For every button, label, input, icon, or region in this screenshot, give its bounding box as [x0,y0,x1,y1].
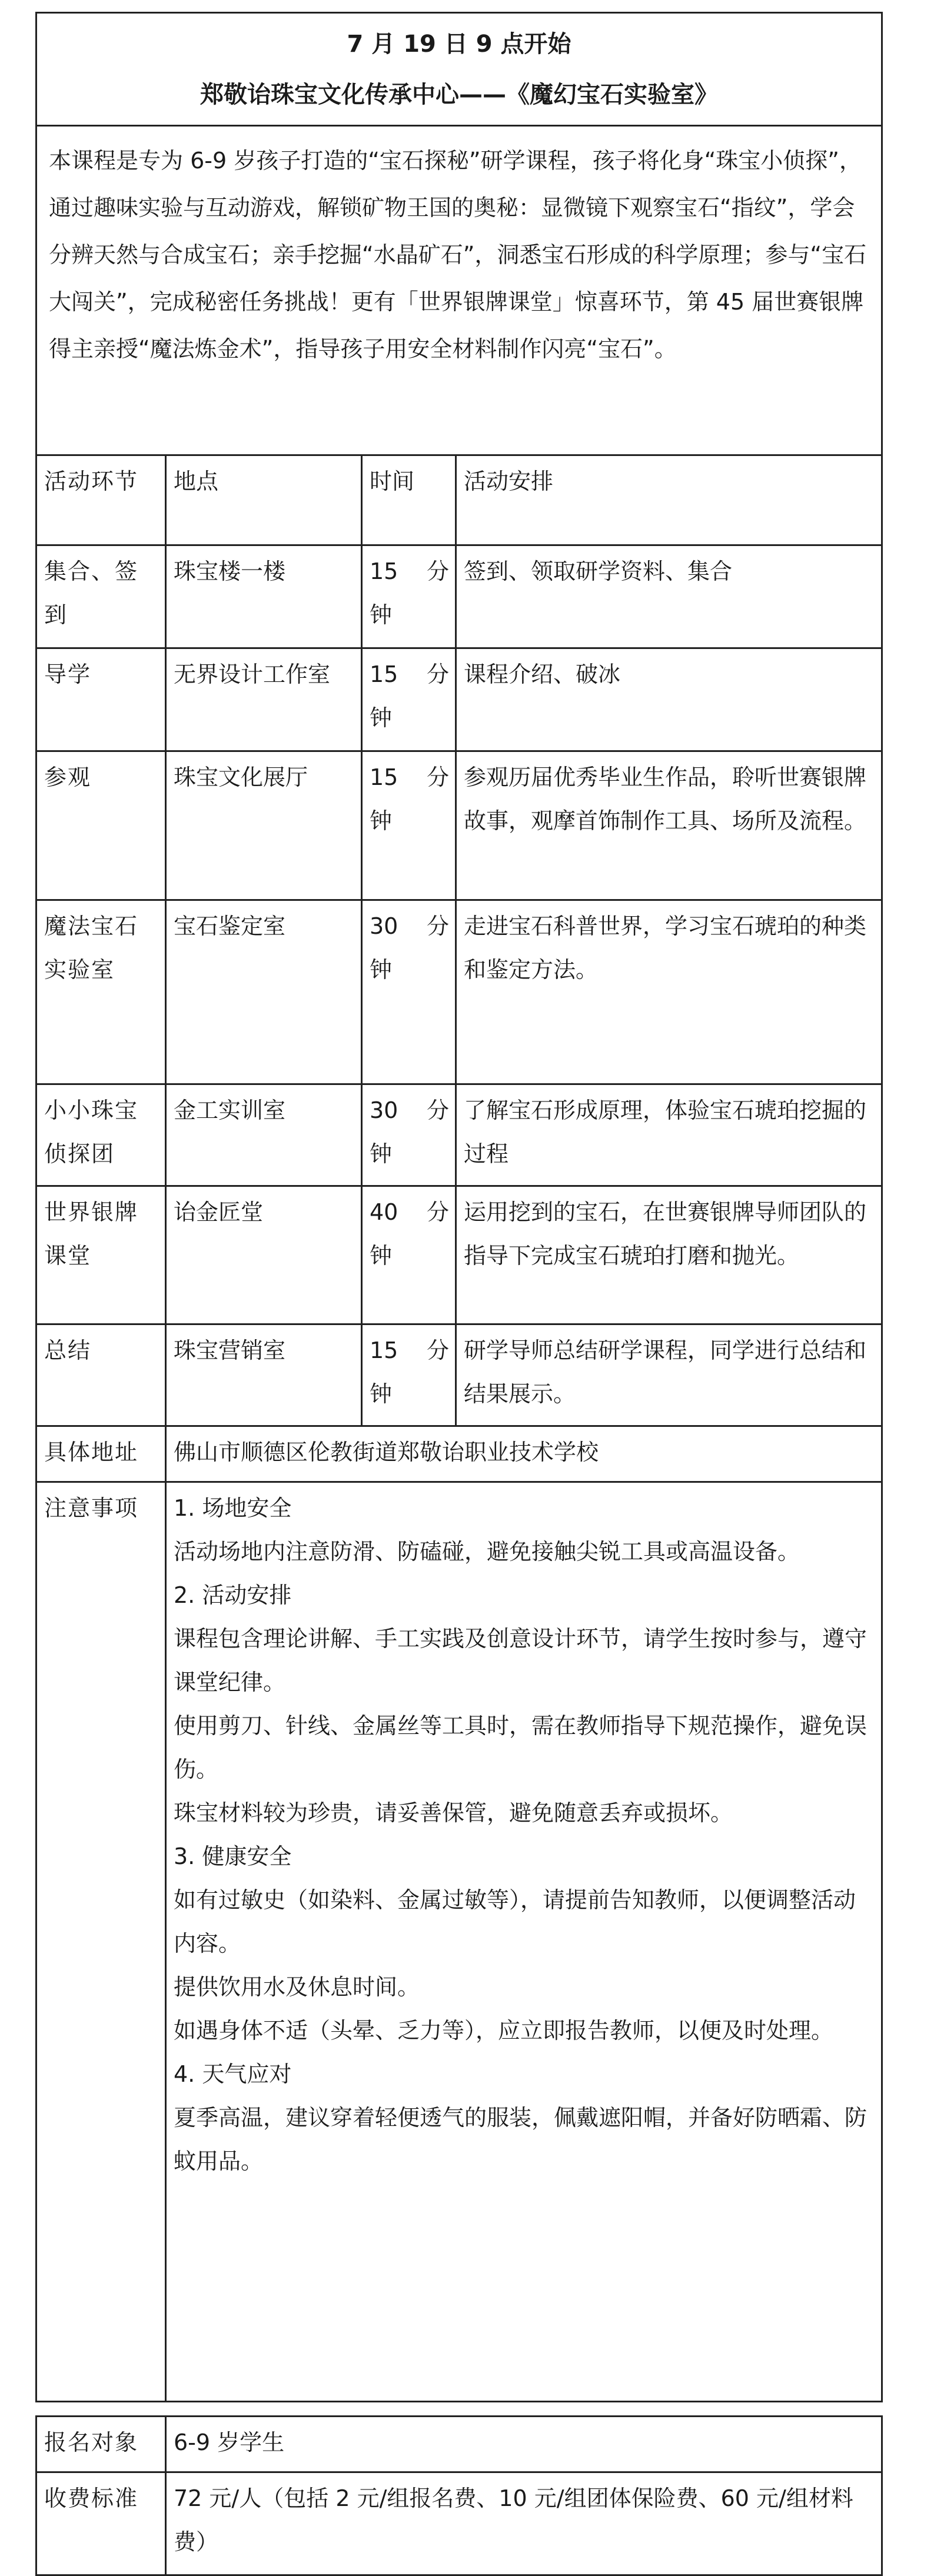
row-place: 诒金匠堂 [167,1187,363,1323]
row-plan: 参观历届优秀毕业生作品，聆听世赛银牌故事，观摩首饰制作工具、场所及流程。 [464,764,867,834]
col-time-header: 时间 [363,456,457,544]
fee-value: 72 元/人（包括 2 元/组报名费、10 元/组团体保险费、60 元/组材料费） [174,2485,853,2555]
address-label: 具体地址 [37,1427,167,1481]
time-unit: 分 [426,661,449,687]
target-value: 6-9 岁学生 [174,2429,285,2455]
time-tail: 钟 [370,1381,393,1407]
time-tail: 钟 [370,1141,393,1167]
notes-line: 提供饮用水及休息时间。 [174,1974,420,2000]
col-plan-header: 活动安排 [464,468,554,494]
notes-line: 1. 场地安全 [174,1495,292,1521]
row-place: 无界设计工作室 [167,649,363,750]
notes-line: 2. 活动安排 [174,1582,292,1608]
course-intro: 本课程是专为 6-9 岁孩子打造的“宝石探秘”研学课程，孩子将化身“珠宝小侦探”，通过趣味实验与互动游戏，解锁矿物王国的奥秘：显微镜下观察宝石“指纹”，学会分辨天然与合成宝石；亲手挖掘“水晶矿石”，洞悉宝石形成的科学原理；参与“宝石大闯关”，完成秘密任务挑战！更有「世界银牌课堂」惊喜环节，第 45 届世赛银牌得主亲授“魔法炼金术”，指导孩子用安全材料制作闪亮“宝石”。 [35,127,883,456]
table-header-row [37,456,881,544]
row-stage: 魔法宝石实验室 [37,901,167,1083]
row-time [363,901,457,1083]
notes-line: 珠宝材料较为珍贵，请妥善保管，避免随意丢弃或损坏。 [174,1800,733,1826]
row-place: 宝石鉴定室 [167,901,363,1083]
time-tail: 钟 [370,602,393,628]
col-place-header: 地点 [167,456,363,544]
table-row [37,1083,881,1185]
row-place: 珠宝营销室 [167,1325,363,1425]
time-num: 15 [370,1337,398,1363]
row-stage: 小小珠宝侦探团 [37,1085,167,1185]
notes-line: 夏季高温，建议穿着轻便透气的服装，佩戴遮阳帽，并备好防晒霜、防蚊用品。 [174,2105,867,2174]
notes-row [37,1481,881,2401]
table-row [37,899,881,1083]
table-row [37,647,881,750]
time-num: 15 [370,661,398,687]
address-row [37,1425,881,1481]
target-label: 报名对象 [37,2417,167,2471]
course-title: 郑敬诒珠宝文化传承中心——《魔幻宝石实验室》 [200,81,718,108]
start-time-heading: 7 月 19 日 9 点开始 [347,31,571,58]
target-row [37,2417,881,2471]
time-unit: 分 [426,1097,449,1123]
fee-label: 收费标准 [37,2473,167,2574]
time-num: 15 [370,764,398,790]
time-unit: 分 [426,1199,449,1225]
time-num: 30 [370,1097,398,1123]
time-tail: 钟 [370,957,393,983]
row-stage: 导学 [37,649,167,750]
row-time [363,1325,457,1425]
row-time [363,1187,457,1323]
time-unit: 分 [426,764,449,790]
notes-line: 如遇身体不适（头晕、乏力等），应立即报告教师，以便及时处理。 [174,2018,834,2044]
notes-line: 4. 天气应对 [174,2061,292,2087]
row-place: 金工实训室 [167,1085,363,1185]
row-time [363,1085,457,1185]
flyer-sheet [35,12,883,2576]
time-num: 30 [370,913,398,939]
enrollment-table [35,2415,883,2576]
row-plan: 研学导师总结研学课程，同学进行总结和结果展示。 [464,1337,867,1407]
notes-content [167,1483,881,2401]
row-stage: 集合、签到 [37,546,167,647]
time-unit: 分 [426,558,449,584]
col-stage-header: 活动环节 [37,456,167,544]
notes-line: 3. 健康安全 [174,1843,292,1869]
row-stage: 总结 [37,1325,167,1425]
notes-line: 如有过敏史（如染料、金属过敏等），请提前告知教师，以便调整活动内容。 [174,1887,856,1956]
time-num: 15 [370,558,398,584]
table-row [37,1185,881,1323]
row-place: 珠宝文化展厅 [167,752,363,899]
row-place: 珠宝楼一楼 [167,546,363,647]
row-stage: 参观 [37,752,167,899]
notes-label: 注意事项 [37,1483,167,2401]
row-plan: 课程介绍、破冰 [464,661,621,687]
notes-line: 课程包含理论讲解、手工实践及创意设计环节，请学生按时参与，遵守课堂纪律。 [174,1626,867,1695]
time-unit: 分 [426,913,449,939]
time-unit: 分 [426,1337,449,1363]
time-tail: 钟 [370,705,393,731]
time-num: 40 [370,1199,398,1225]
address-value: 佛山市顺德区伦教街道郑敬诒职业技术学校 [174,1439,599,1465]
schedule-table [35,456,883,2402]
table-row [37,544,881,647]
row-plan: 了解宝石形成原理，体验宝石琥珀挖掘的过程 [464,1097,867,1167]
notes-line: 活动场地内注意防滑、防磕碰，避免接触尖锐工具或高温设备。 [174,1539,800,1565]
row-time [363,546,457,647]
row-stage: 世界银牌课堂 [37,1187,167,1323]
row-plan: 签到、领取研学资料、集合 [464,558,733,584]
row-time [363,649,457,750]
table-row [37,1323,881,1425]
table-row [37,750,881,899]
row-time [363,752,457,899]
header-block [35,12,883,127]
row-plan: 走进宝石科普世界，学习宝石琥珀的种类和鉴定方法。 [464,913,867,983]
fee-row [37,2471,881,2574]
row-plan: 运用挖到的宝石，在世赛银牌导师团队的指导下完成宝石琥珀打磨和抛光。 [464,1199,867,1269]
notes-line: 使用剪刀、针线、金属丝等工具时，需在教师指导下规范操作，避免误伤。 [174,1713,867,1782]
time-tail: 钟 [370,1243,393,1269]
time-tail: 钟 [370,808,393,834]
